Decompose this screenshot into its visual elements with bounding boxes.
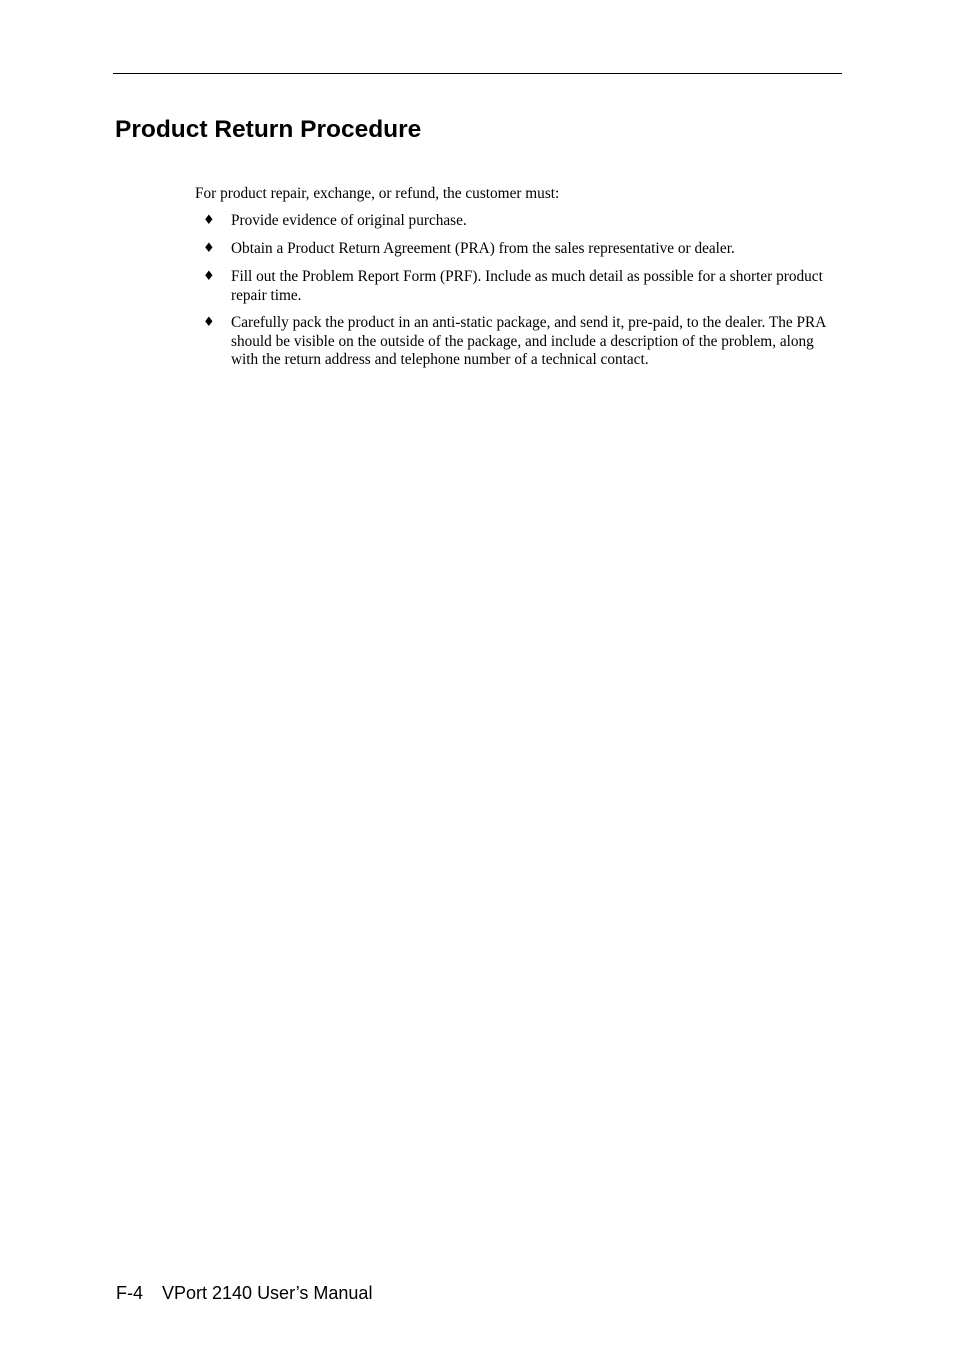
intro-paragraph: For product repair, exchange, or refund, the customer must: <box>195 185 560 202</box>
list-item-text: Provide evidence of original purchase. <box>231 212 467 229</box>
list-item <box>203 314 843 370</box>
diamond-bullet-icon: ♦ <box>203 241 215 256</box>
manual-title: VPort 2140 User’s Manual <box>162 1283 373 1303</box>
header-rule <box>113 73 842 74</box>
page-footer <box>116 1281 372 1305</box>
list-item <box>203 240 843 259</box>
diamond-bullet-icon: ♦ <box>203 269 215 284</box>
list-item <box>203 212 843 231</box>
list-item-text: Fill out the Problem Report Form (PRF). Include as much detail as possible for a shorter product repair time. <box>231 268 823 304</box>
page-title: Product Return Procedure <box>115 116 422 143</box>
list-item-text: Obtain a Product Return Agreement (PRA) from the sales representative or dealer. <box>231 240 735 257</box>
list-item-text: Carefully pack the product in an anti-static package, and send it, pre-paid, to the dealer. The PRA should be visible on the outside of the package, and include a description of the problem, along with the return address and telephone number of a technical contact. <box>231 314 826 369</box>
list-item <box>203 268 843 305</box>
diamond-bullet-icon: ♦ <box>203 315 215 330</box>
diamond-bullet-icon: ♦ <box>203 213 215 228</box>
page-number: F-4 <box>116 1283 143 1303</box>
